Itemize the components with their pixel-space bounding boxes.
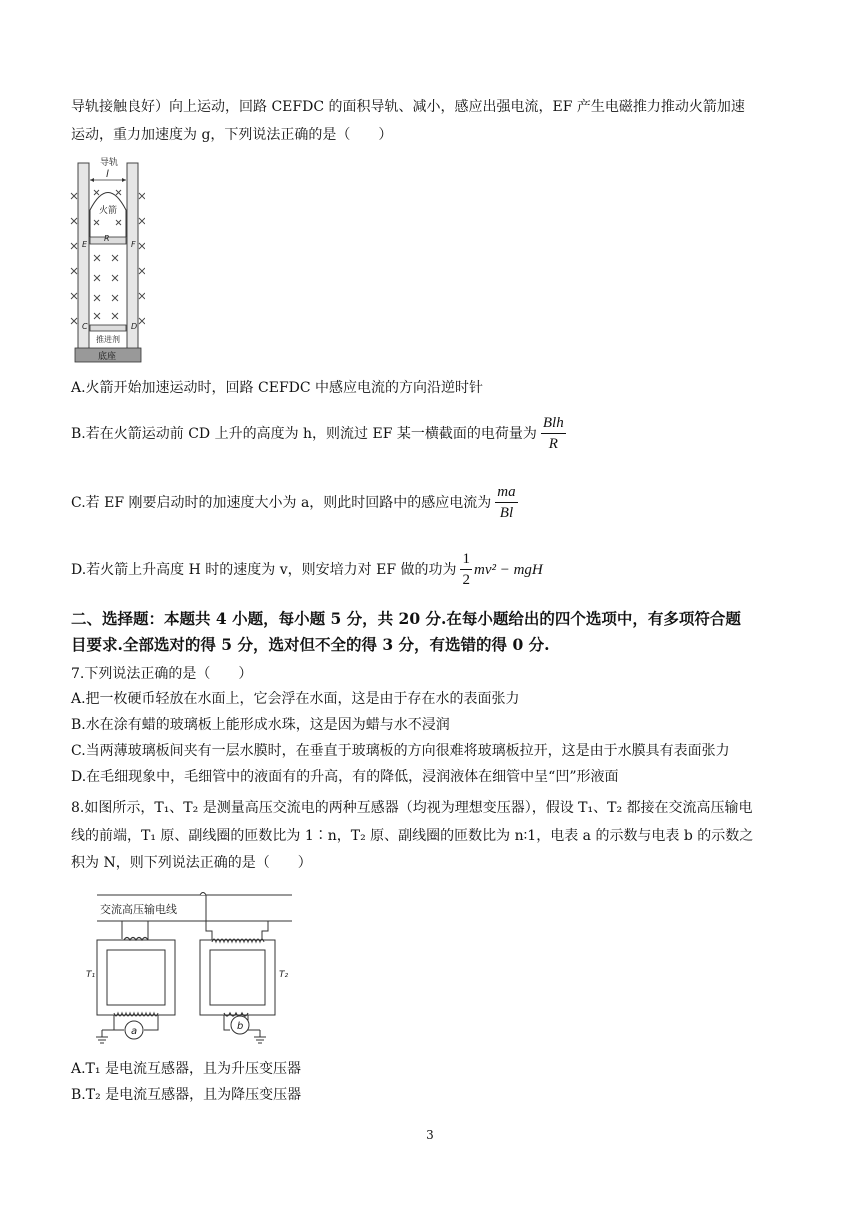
q7-stem: 7.下列说法正确的是（ ） (71, 666, 253, 682)
q6-intro-line2: 运动，重力加速度为 g，下列说法正确的是（ ） (71, 127, 393, 143)
q6-option-d-expression: mv² − mgH (473, 561, 543, 578)
line-label: 交流高压输电线 (100, 903, 177, 916)
q6-option-b-numerator: Blh (541, 413, 566, 434)
page-number: 3 (426, 1128, 434, 1142)
q8-stem-line1: 8.如图所示，T₁、T₂ 是测量高压交流电的两种互感器（均视为理想变压器），假设 T₁、T₂ 都接在交流高压输电 (71, 800, 753, 816)
transformer-figure (82, 885, 302, 1050)
rocket-label: 火箭 (99, 206, 118, 216)
q8-stem-line3: 积为 N，则下列说法正确的是（ ） (71, 855, 312, 871)
t2-label: T₂ (279, 970, 289, 980)
propellant-label: 推进剂 (96, 335, 120, 344)
q6-option-b-fraction (541, 413, 566, 454)
q6-option-a: A.火箭开始加速运动时，回路 CEFDC 中感应电流的方向沿逆时针 (71, 380, 484, 396)
q6-option-b (71, 413, 566, 454)
point-c: C (82, 322, 88, 331)
resistor-label: R (104, 234, 110, 243)
q8-option-a: A.T₁ 是电流互感器，且为升压变压器 (71, 1061, 301, 1077)
rocket-rail-figure (70, 155, 145, 365)
q6-option-d (71, 549, 543, 590)
q6-option-b-text: B.若在火箭运动前 CD 上升的高度为 h，则流过 EF 某一横截面的电荷量为 (71, 425, 537, 442)
point-d: D (131, 322, 138, 331)
q6-option-c-text: C.若 EF 刚要启动时的加速度大小为 a，则此时回路中的感应电流为 (71, 494, 492, 511)
meter-b: b (237, 1021, 244, 1032)
t1-label: T₁ (86, 970, 96, 980)
q6-option-c-fraction (495, 482, 517, 523)
section2-heading-line2: 目要求.全部选对的得 5 分，选对但不全的得 3 分，有选错的得 0 分. (71, 635, 550, 654)
q6-option-d-denominator: 2 (462, 572, 470, 588)
point-e: E (82, 240, 88, 249)
q6-option-c-numerator: ma (495, 482, 517, 503)
section2-heading-line1: 二、选择题：本题共 4 小题，每小题 5 分，共 20 分.在每小题给出的四个选项中，有多项符合题 (71, 609, 741, 628)
q6-option-c-denominator: Bl (499, 505, 514, 521)
rail-label: 导轨 (100, 158, 119, 168)
base-label: 底座 (98, 352, 117, 362)
q6-option-b-denominator: R (548, 436, 558, 452)
q8-option-b: B.T₂ 是电流互感器，且为降压变压器 (71, 1087, 302, 1103)
q7-option-c: C.当两薄玻璃板间夹有一层水膜时，在垂直于玻璃板的方向很难将玻璃板拉开，这是由于水膜具有表面张力 (71, 743, 730, 759)
q7-option-d: D.在毛细现象中，毛细管中的液面有的升高，有的降低，浸润液体在细管中呈“凹”形液面 (71, 769, 619, 785)
q6-option-c (71, 482, 518, 523)
q7-option-a: A.把一枚硬币轻放在水面上，它会浮在水面，这是由于存在水的表面张力 (71, 691, 520, 707)
q6-intro-line1: 导轨接触良好）向上运动，回路 CEFDC 的面积导轨、减小，感应出强电流，EF 产生电磁推力推动火箭加速 (71, 99, 745, 115)
q6-option-d-numerator: 1 (460, 549, 472, 570)
width-label: l (106, 169, 109, 180)
q8-stem-line2: 线的前端，T₁ 原、副线圈的匝数比为 1∶n，T₂ 原、副线圈的匝数比为 n∶1，电表 a 的示数与电表 b 的示数之 (71, 828, 754, 844)
q6-option-d-text: D.若火箭上升高度 H 时的速度为 v，则安培力对 EF 做的功为 (71, 561, 457, 578)
meter-a: a (131, 1026, 138, 1037)
q7-option-b: B.水在涂有蜡的玻璃板上能形成水珠，这是因为蜡与水不浸润 (71, 717, 450, 733)
q6-option-d-fraction (460, 549, 472, 590)
point-f: F (131, 240, 136, 249)
